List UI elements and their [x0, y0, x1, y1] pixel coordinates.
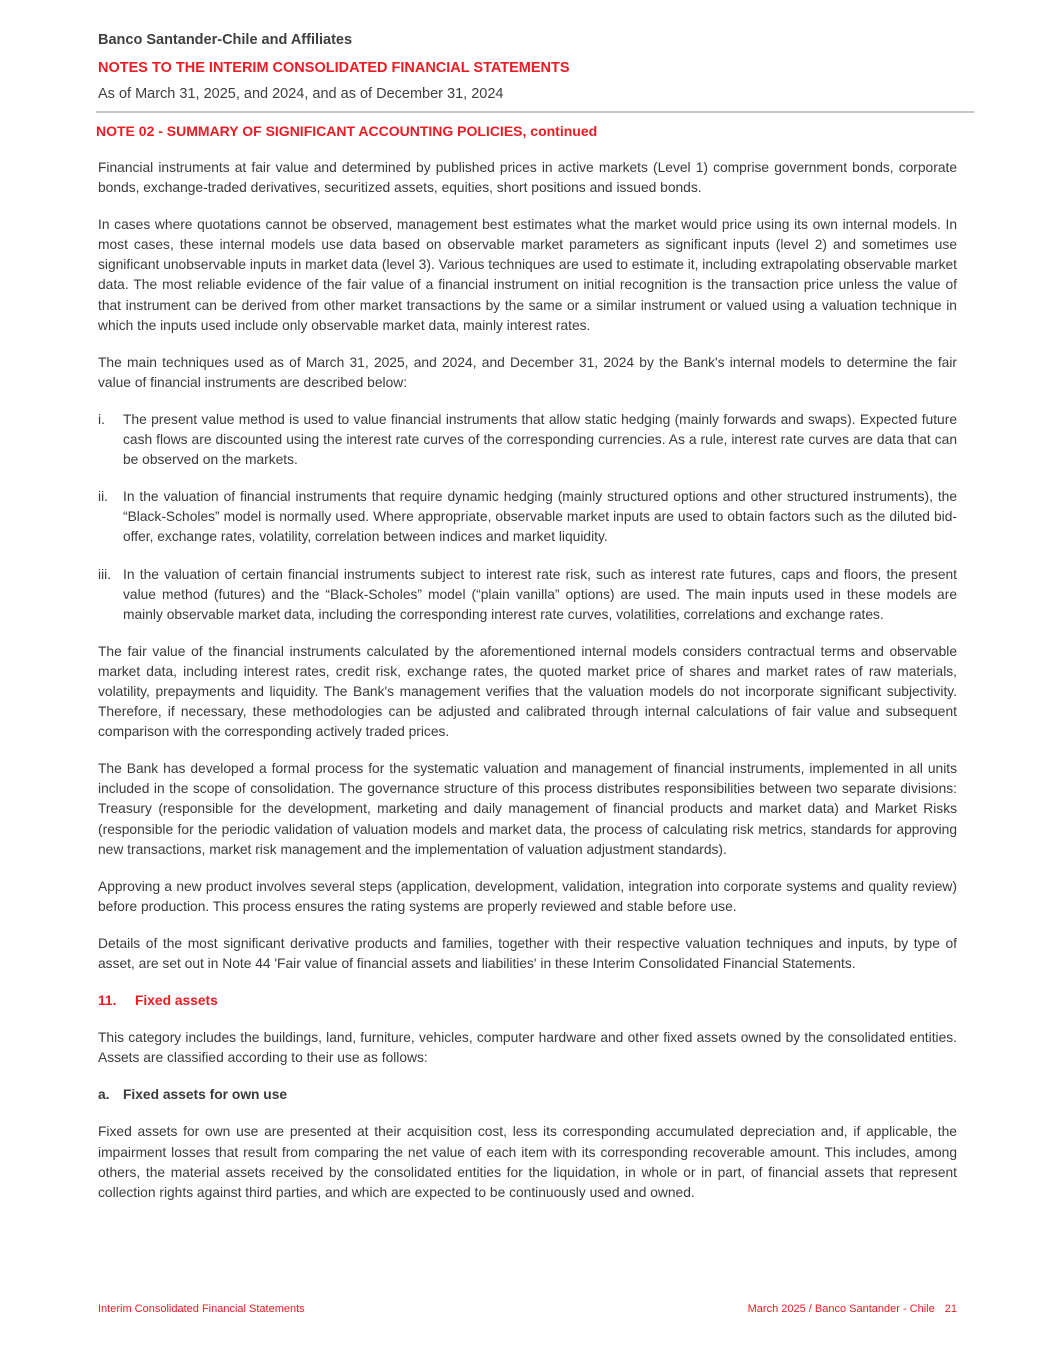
paragraph: In cases where quotations cannot be observed, management best estimates what the market would price using its own internal models. In most cases, these internal models use data based on observable market parameters as significant inputs (level 2) and sometimes use significant unobservable inputs in market data (level 3). Various techniques are used to estimate it, including extrapolating observable market data. The most reliable evidence of the fair value of a financial instrument on initial recognition is the transaction price unless the value of that instrument can be derived from other market transactions by the same or a similar instrument or valued using a valuation technique in which the inputs used include only observable market data, mainly interest rates.: [98, 217, 957, 333]
footer-right: [748, 1302, 957, 1316]
section-title: Fixed assets: [135, 993, 218, 1009]
footer-left: Interim Consolidated Financial Statements: [98, 1303, 305, 1315]
note-heading: NOTE 02 - SUMMARY OF SIGNIFICANT ACCOUNTING POLICIES, continued: [96, 123, 598, 139]
paragraph: Financial instruments at fair value and determined by published prices in active markets (Level 1) comprise government bonds, corporate bonds, exchange-traded derivatives, securitized assets, equities, short positions and issued bonds.: [98, 160, 957, 196]
paragraph: The fair value of the financial instruments calculated by the aforementioned internal models considers contractual terms and observable market data, including interest rates, credit risk, exchange rates, the quoted market price of shares and market rates of raw materials, volatility, prepayments and liquidity. The Bank's management verifies that the valuation models do not incorporate significant subjectivity. Therefore, if necessary, these methodologies can be adjusted and calibrated through internal calculations of fair value and subsequent comparison with the corresponding actively traded prices.: [98, 643, 957, 740]
company-name: Banco Santander-Chile and Affiliates: [98, 32, 353, 48]
subsection-title: Fixed assets for own use: [123, 1087, 288, 1103]
paragraph: Approving a new product involves several steps (application, development, validation, integration into corporate systems and quality review) before production. This process ensures the rating systems are properly reviewed and stable before use.: [98, 878, 957, 914]
list-marker: ii.: [98, 489, 108, 505]
section-heading: [98, 991, 957, 1011]
list-item: [98, 565, 957, 625]
document-body: [98, 158, 957, 1220]
list-item-text: In the valuation of certain financial instruments subject to interest rate risk, such as interest rate futures, caps and floors, the present value method (futures) and the “Black-Scholes” model (“plain vanilla” options) are used. The main inputs used in these models are mainly observable market data, including the corresponding interest rate curves, volatilities, correlations and exchange rates.: [123, 566, 957, 622]
list-item: [98, 410, 957, 470]
section-number: 11.: [98, 993, 117, 1009]
techniques-list: [98, 410, 957, 625]
list-item-text: In the valuation of financial instruments that require dynamic hedging (mainly structured options and other structured instruments), the “Black-Scholes” model is normally used. Where appropriate, observable market inputs are used to obtain factors such as the diluted bid-offer, exchange rates, volatility, correlation between indices and market liquidity.: [123, 489, 957, 545]
subsection-heading: [98, 1085, 957, 1105]
footer-source: March 2025 / Banco Santander - Chile: [747, 1303, 935, 1315]
list-item: [98, 487, 957, 547]
paragraph: The main techniques used as of March 31, 2025, and 2024, and December 31, 2024 by the Bank's internal models to determine the fair value of financial instruments are described below:: [98, 354, 957, 390]
list-marker: i.: [98, 411, 105, 427]
paragraph: The Bank has developed a formal process for the systematic valuation and management of financial instruments, implemented in all units included in the scope of consolidation. The governance structure of this process distributes responsibilities between two separate divisions: Treasury (responsible for the development, marketing and daily management of financial products and market data) and Market Risks (responsible for the periodic validation of valuation models and market data, the process of calculating risk metrics, standards for approving new transactions, market risk management and the implementation of valuation adjustment standards).: [98, 761, 957, 857]
header-divider: [96, 111, 974, 113]
list-marker: iii.: [98, 566, 112, 582]
page-header: [98, 30, 978, 104]
list-item-text: The present value method is used to value financial instruments that allow static hedging (mainly forwards and swaps). Expected future cash flows are discounted using the interest rate curves of the corresponding currencies. As a rule, interest rate curves are data that can be observed on the markets.: [123, 411, 957, 468]
notes-title: NOTES TO THE INTERIM CONSOLIDATED FINANCIAL STATEMENTS: [98, 60, 570, 76]
as-of-date: As of March 31, 2025, and 2024, and as of December 31, 2024: [98, 86, 504, 102]
subsection-number: a.: [98, 1087, 110, 1103]
paragraph: This category includes the buildings, land, furniture, vehicles, computer hardware and other fixed assets owned by the consolidated entities. Assets are classified according to their use as follows:: [98, 1030, 957, 1066]
page-number: 21: [944, 1303, 957, 1315]
paragraph: Fixed assets for own use are presented at their acquisition cost, less its corresponding accumulated depreciation and, if applicable, the impairment losses that result from comparing the net value of each item with its corresponding recoverable amount. This includes, among others, the material assets received by the consolidated entities for the liquidation, in whole or in part, of financial assets that represent collection rights against third parties, and which are expected to be continuously used and owned.: [98, 1124, 957, 1200]
paragraph: Details of the most significant derivative products and families, together with their respective valuation techniques and inputs, by type of asset, are set out in Note 44 'Fair value of financial assets and liabilities' in these Interim Consolidated Financial Statements.: [98, 935, 957, 971]
